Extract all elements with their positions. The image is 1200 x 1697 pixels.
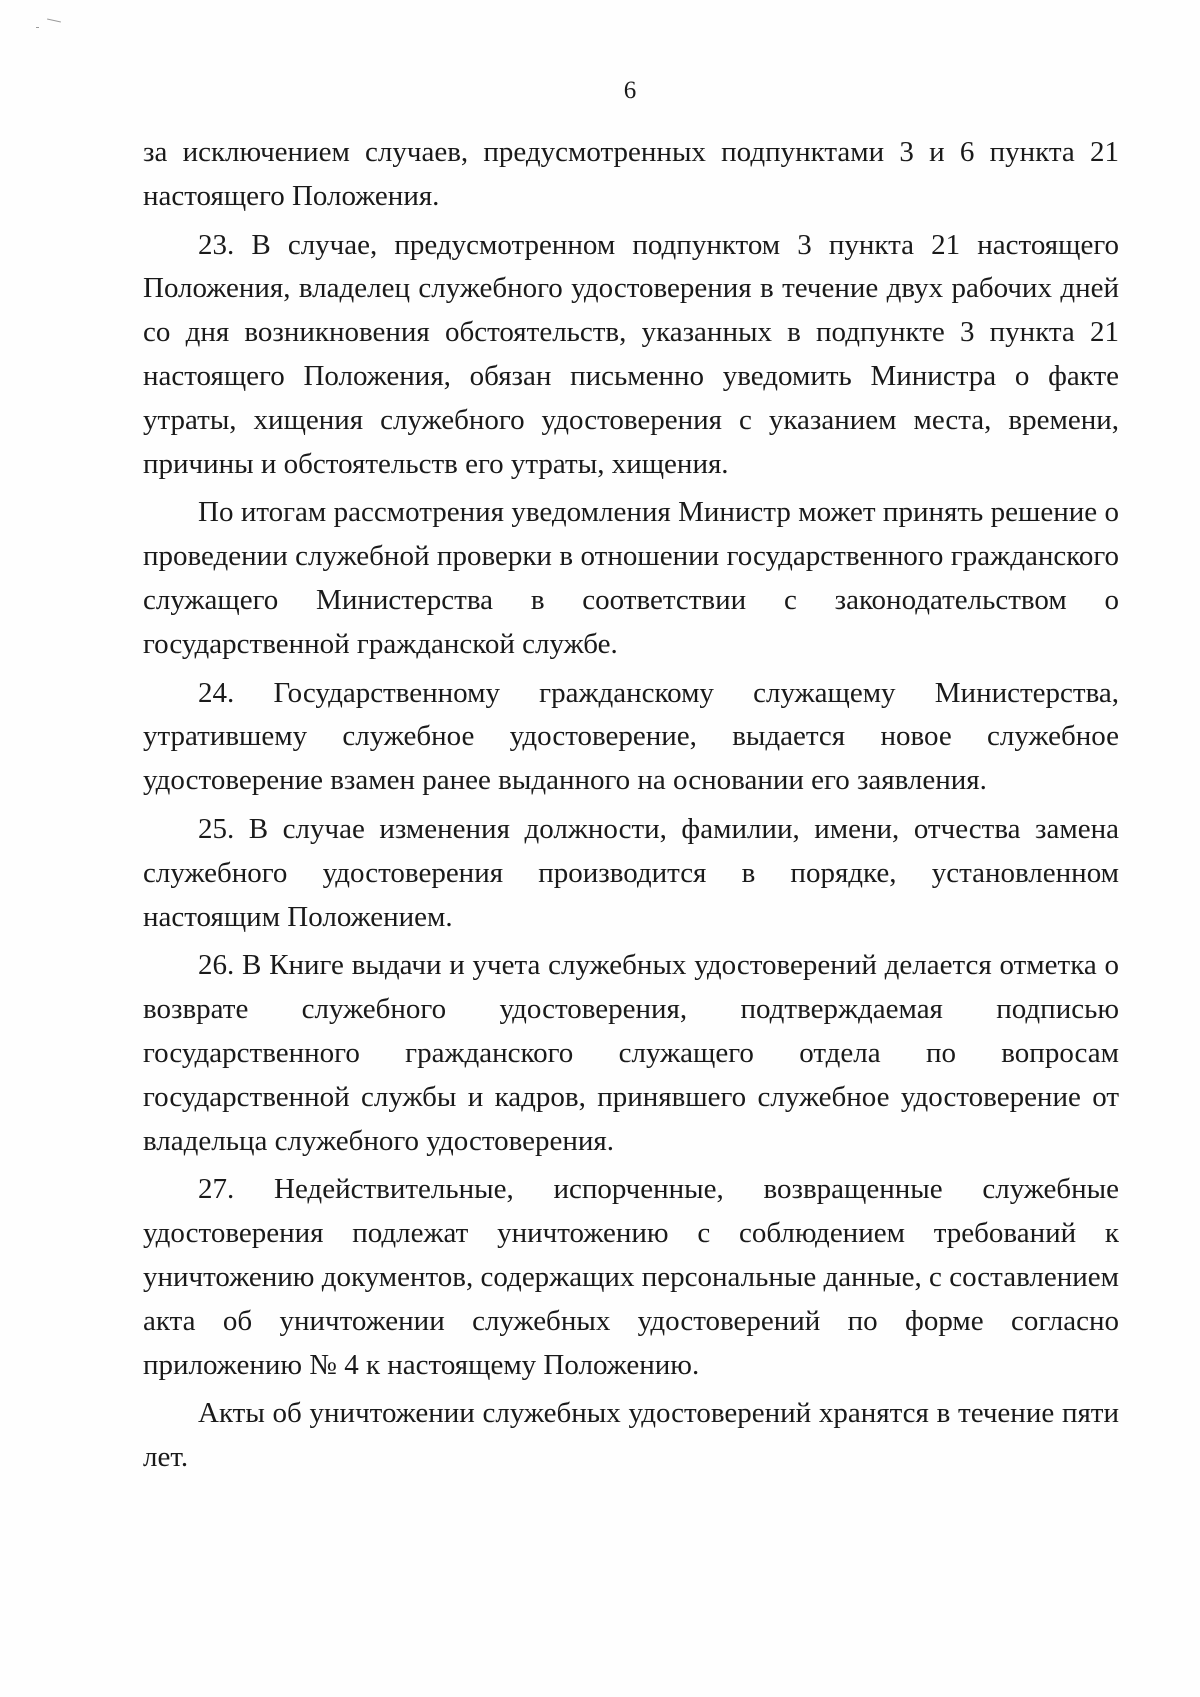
paragraph-item-23-review: По итогам рассмотрения уведомления Министр может принять решение о проведении служебной проверки в отношении государственного гражданского служащего Министерства в соответствии с законодательством о государственной гражданской службе. (143, 496, 1119, 660)
paragraph-continuation: за исключением случаев, предусмотренных подпунктами 3 и 6 пункта 21 настоящего Положения. (143, 136, 1119, 212)
page-number: 6 (623, 77, 637, 104)
paragraph-item-26: 26. В Книге выдачи и учета служебных удостоверений делается отметка о возврате служебного удостоверения, подтверждаемая подписью государственного гражданского служащего отдела по вопросам государственной службы и кадров, принявшего служебное удостоверение от владельца служебного удостоверения. (143, 949, 1119, 1157)
paragraph-item-27-storage: Акты об уничтожении служебных удостоверений хранятся в течение пяти лет. (143, 1397, 1119, 1474)
document-body (143, 131, 1119, 1480)
scan-speck (47, 19, 61, 23)
paragraph-item-23: 23. В случае, предусмотренном подпунктом 3 пункта 21 настоящего Положения, владелец служебного удостоверения в течение двух рабочих дней со дня возникновения обстоятельств, указанных в подпункте 3 пункта 21 настоящего Положения, обязан письменно уведомить Министра о факте утраты, хищения служебного удостоверения с указанием места, времени, причины и обстоятельств его утраты, хищения. (143, 228, 1119, 480)
paragraph-item-24: 24. Государственному гражданскому служащему Министерства, утратившему служебное удостоверение, выдается новое служебное удостоверение взамен ранее выданного на основании его заявления. (143, 676, 1119, 797)
scan-speck (36, 27, 39, 28)
paragraph-item-27: 27. Недействительные, испорченные, возвращенные служебные удостоверения подлежат уничтожению с соблюдением требований к уничтожению документов, содержащих персональные данные, с составлением акта об уничтожении служебных удостоверений по форме согласно приложению № 4 к настоящему Положению. (143, 1173, 1119, 1381)
paragraph-item-25: 25. В случае изменения должности, фамилии, имени, отчества замена служебного удостоверения производится в порядке, установленном настоящим Положением. (143, 812, 1119, 933)
